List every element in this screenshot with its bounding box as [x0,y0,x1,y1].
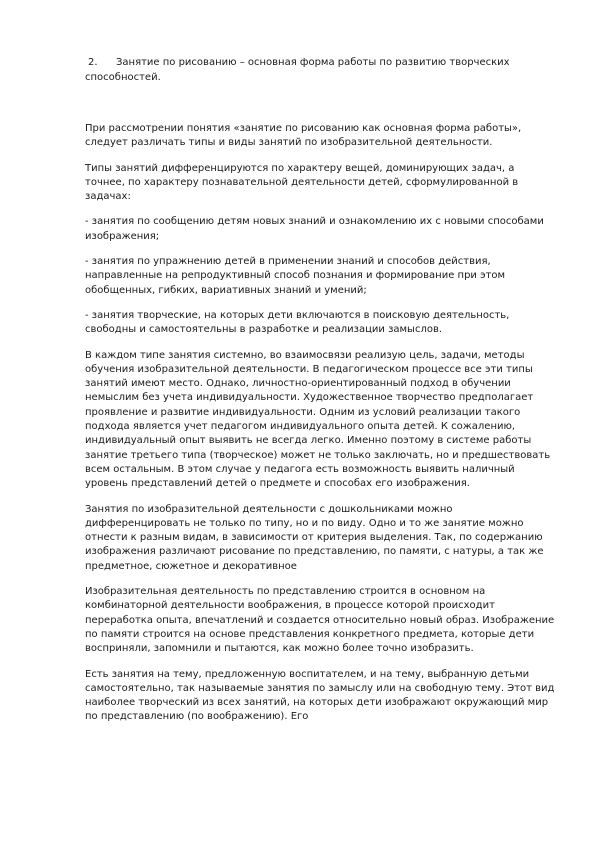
list-item: - занятия по сообщению детям новых знаний и ознакомлению их с новыми способами изображения; [85,216,544,242]
document-body [85,122,555,736]
paragraph: Типы занятий дифференцируются по характеру вещей, доминирующих задач, а точнее, по характеру познавательной деятельности детей, сформулированной в задачах: [85,162,519,203]
paragraph: В каждом типе занятия системно, во взаимосвязи реализую цель, задачи, методы обучения изобразительной деятельности. В педагогическом процессе все эти типы занятий имеют место. Однако, личностно-ориентированный подход в обучении немыслим без учета индивидуальности. Художественное творчество предполагает проявление и развитие индивидуальности. Одним из условий реализации такого подхода является учет педагогом индивидуального опыта детей. К сожалению, индивидуальный опыт выявить не всегда легко. Именно поэтому в системе работы занятие третьего типа (творческое) может не только заключать, но и предшествовать всем остальным. В этом случае у педагога есть возможность выявить наличный уровень представлений детей о предмете и способах его изображения. [85,349,551,490]
paragraph: Есть занятия на тему, предложенную воспитателем, и на тему, выбранную детьми самостоятельно, так называемые занятия по замыслу или на свободную тему. Этот вид наиболее творческий из всех занятий, на которых дети изображают окружающий мир по представлению (по воображению). Его [85,668,555,723]
list-item: - занятия творческие, на которых дети включаются в поисковую деятельность, свободны и самостоятельны в разработке и реализации замыслов. [85,309,510,336]
section-heading [85,55,558,85]
section-title-line1: Занятие по рисованию – основная форма работы по развитию творческих [116,57,510,68]
paragraph: Изобразительная деятельность по представлению строится в основном на комбинаторной деятельности воображения, в процессе которой происходит переработка опыта, впечатлений и создается относительно новый образ. Изображение по памяти строится на основе представления конкретного предмета, которые дети восприняли, запомнили и пытаются, как можно более точно изобразить. [85,586,555,655]
paragraph: При рассмотрении понятия «занятие по рисованию как основная форма работы», следует различать типы и виды занятий по изобразительной деятельности. [85,123,522,149]
section-number: 2. [88,57,98,68]
list-item: - занятия по упражнению детей в применении знаний и способов действия, направленные на репродуктивный способ познания и формирование при этом обобщенных, гибких, вариативных знаний и умений; [85,256,506,296]
section-title-line2: способностей. [85,72,161,83]
paragraph: Занятия по изобразительной деятельности с дошкольниками можно дифференцировать не только по типу, но и по виду. Одно и то же занятие можно отнести к разным видам, в зависимости от критерия выделения. Так, по содержанию изображения различают рисование по представлению, по памяти, с натуры, а так же предметное, сюжетное и декоративное [85,503,544,572]
